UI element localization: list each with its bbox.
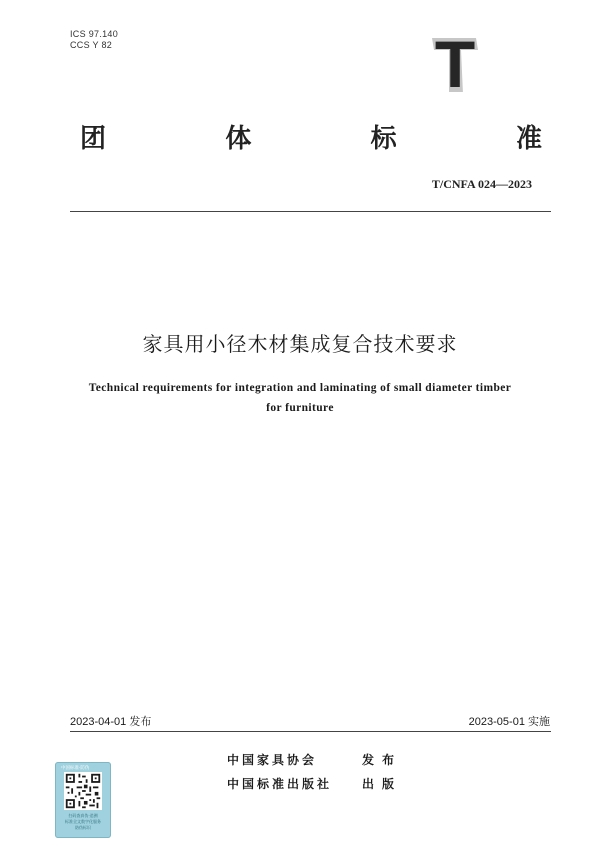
- publisher-name: 中国家具协会: [227, 753, 318, 767]
- ics-code: ICS 97.140: [70, 29, 119, 39]
- title-english: [0, 378, 600, 418]
- label-line: 防伪标识: [75, 825, 91, 830]
- publisher-row: [227, 751, 402, 768]
- implementation-date: 2023-05-01 实施: [468, 716, 550, 728]
- classification-codes: [70, 29, 118, 51]
- standard-type-char: 团: [80, 124, 107, 154]
- standard-type-char: 标: [370, 124, 397, 154]
- standard-category-mark: [430, 32, 480, 92]
- standard-type-heading: [80, 118, 542, 155]
- label-line: 标准全文数字化服务: [65, 819, 101, 824]
- publisher-row: [227, 775, 402, 792]
- standard-number: T/CNFA 024—2023: [431, 177, 532, 191]
- label-line: 扫码查真伪·追溯: [68, 813, 98, 818]
- standard-type-char: 准: [515, 124, 542, 154]
- label-heading: 中国标准·防伪: [61, 766, 90, 771]
- standard-type-char: 体: [225, 124, 252, 154]
- type-letter: T: [434, 32, 476, 92]
- issue-date: 2023-04-01 发布: [70, 716, 152, 728]
- anti-counterfeit-label: [55, 762, 111, 838]
- footer-divider: [70, 731, 551, 732]
- publisher-action: 发布: [362, 753, 403, 767]
- ccs-code: CCS Y 82: [70, 40, 113, 50]
- header-divider: [70, 211, 551, 212]
- qr-code-icon[interactable]: [64, 772, 102, 810]
- title-chinese: 家具用小径木材集成复合技术要求: [142, 332, 458, 356]
- title-english-line2: for furniture: [266, 402, 334, 414]
- publisher-action: 出版: [362, 777, 403, 791]
- publisher-name: 中国标准出版社: [227, 777, 333, 791]
- title-english-line1: Technical requirements for integration and laminating of small diameter timber: [88, 382, 512, 394]
